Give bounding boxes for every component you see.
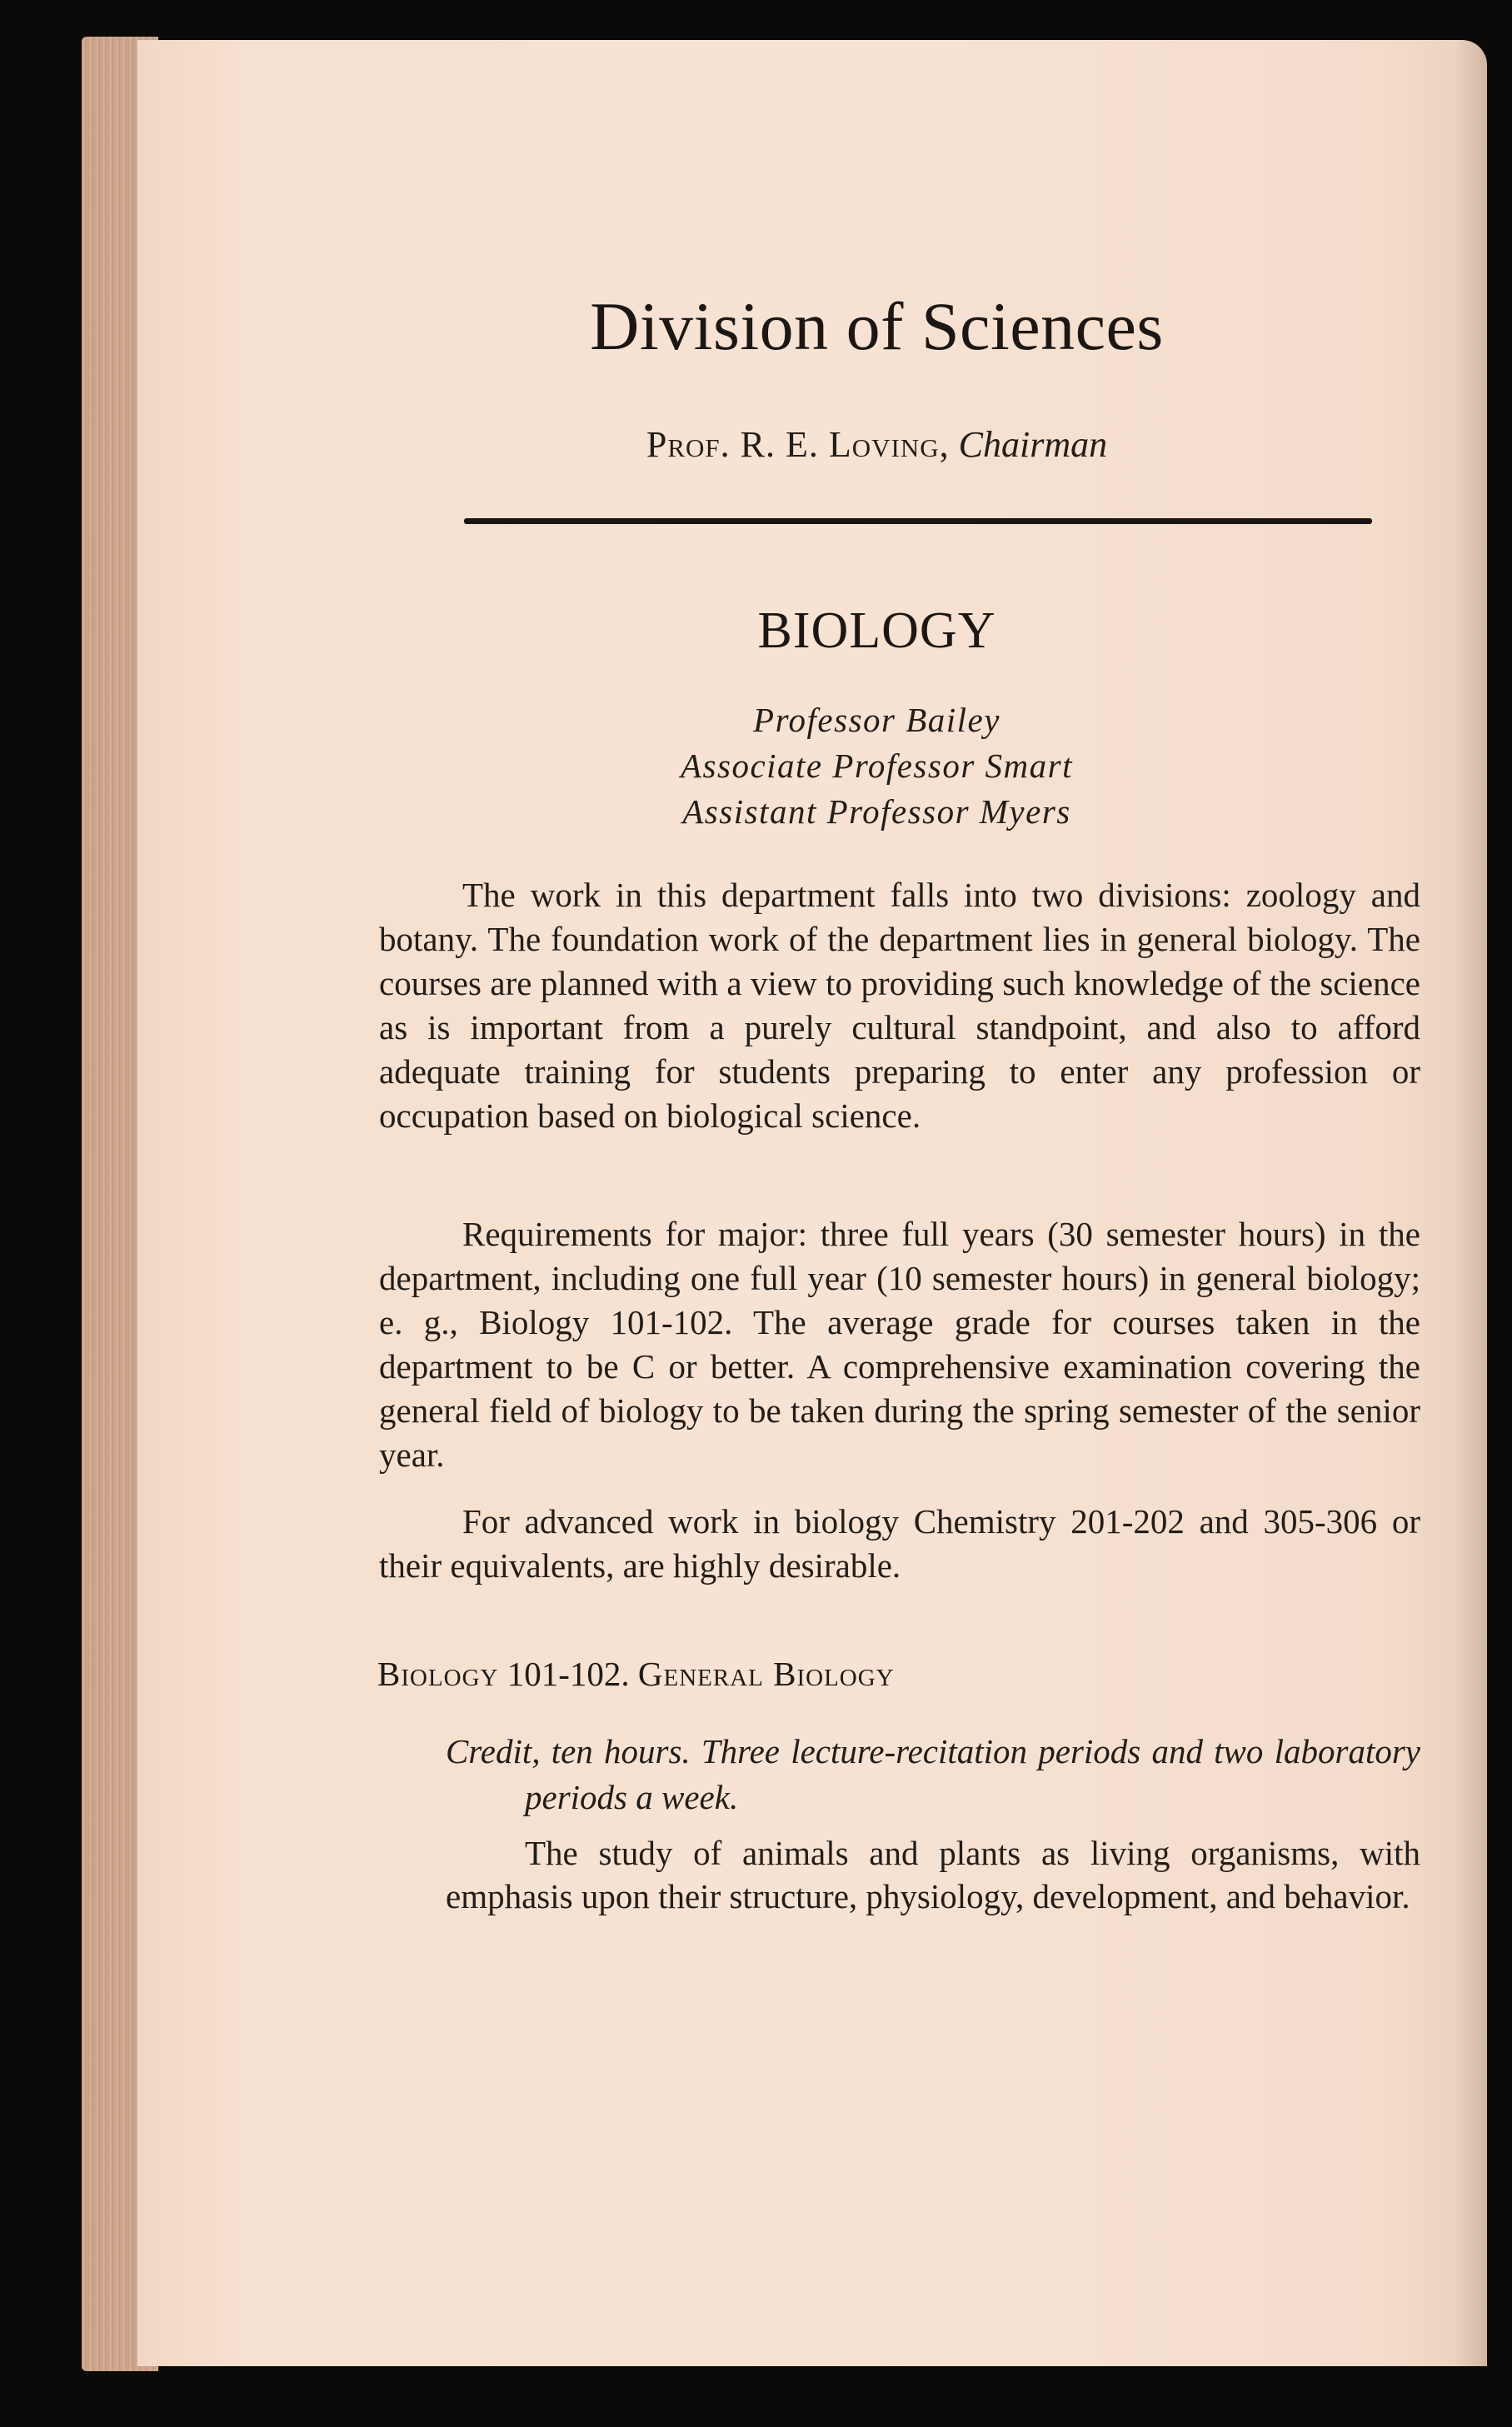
body-paragraph: The work in this department falls into two divisions: zoology and botany. The foundation work of the department lies in general biology. The courses are planned with a view to providing such knowledge of the science as is important from a purely cultural standpoint, and also to afford adequate training for students preparing to enter any profession or occupation based on biological science. [379, 876, 1420, 1135]
chairman-role: Chairman [958, 424, 1108, 465]
course-credit: Credit, ten hours. Three lecture-recitation periods and two laboratory periods a week. [446, 1732, 1420, 1816]
faculty-member: Assistant Professor Myers [682, 792, 1071, 831]
body-paragraph: Requirements for major: three full years (30 semester hours) in the department, including one full year (10 semester hours) in general biology; e. g., Biology 101-102. The average grade for courses taken in the department to be C or better. A comprehensive examination covering the general field of biology to be taken during the spring semester of the senior year. [379, 1215, 1420, 1474]
catalog-page [137, 40, 1487, 2366]
section-divider-rule [464, 518, 1372, 524]
faculty-member: Associate Professor Smart [680, 747, 1074, 785]
course-description: The study of animals and plants as living organisms, with emphasis upon their structure, physiology, development, and behavior. [446, 1834, 1420, 1915]
body-paragraph: For advanced work in biology Chemistry 201-202 and 305-306 or their equivalents, are highly desirable. [379, 1502, 1420, 1585]
division-title: Division of Sciences [590, 288, 1164, 364]
course-subject: Biology [377, 1655, 499, 1693]
department-title: BIOLOGY [757, 602, 996, 659]
course-heading [377, 1654, 895, 1694]
chairman-name: Prof. R. E. Loving, [646, 424, 950, 465]
course-number: 101-102. [506, 1655, 630, 1693]
chairman-line [0, 423, 1512, 466]
course-name: General Biology [637, 1655, 895, 1693]
page-curl-shadow [1454, 40, 1487, 2366]
faculty-member: Professor Bailey [753, 701, 1001, 739]
